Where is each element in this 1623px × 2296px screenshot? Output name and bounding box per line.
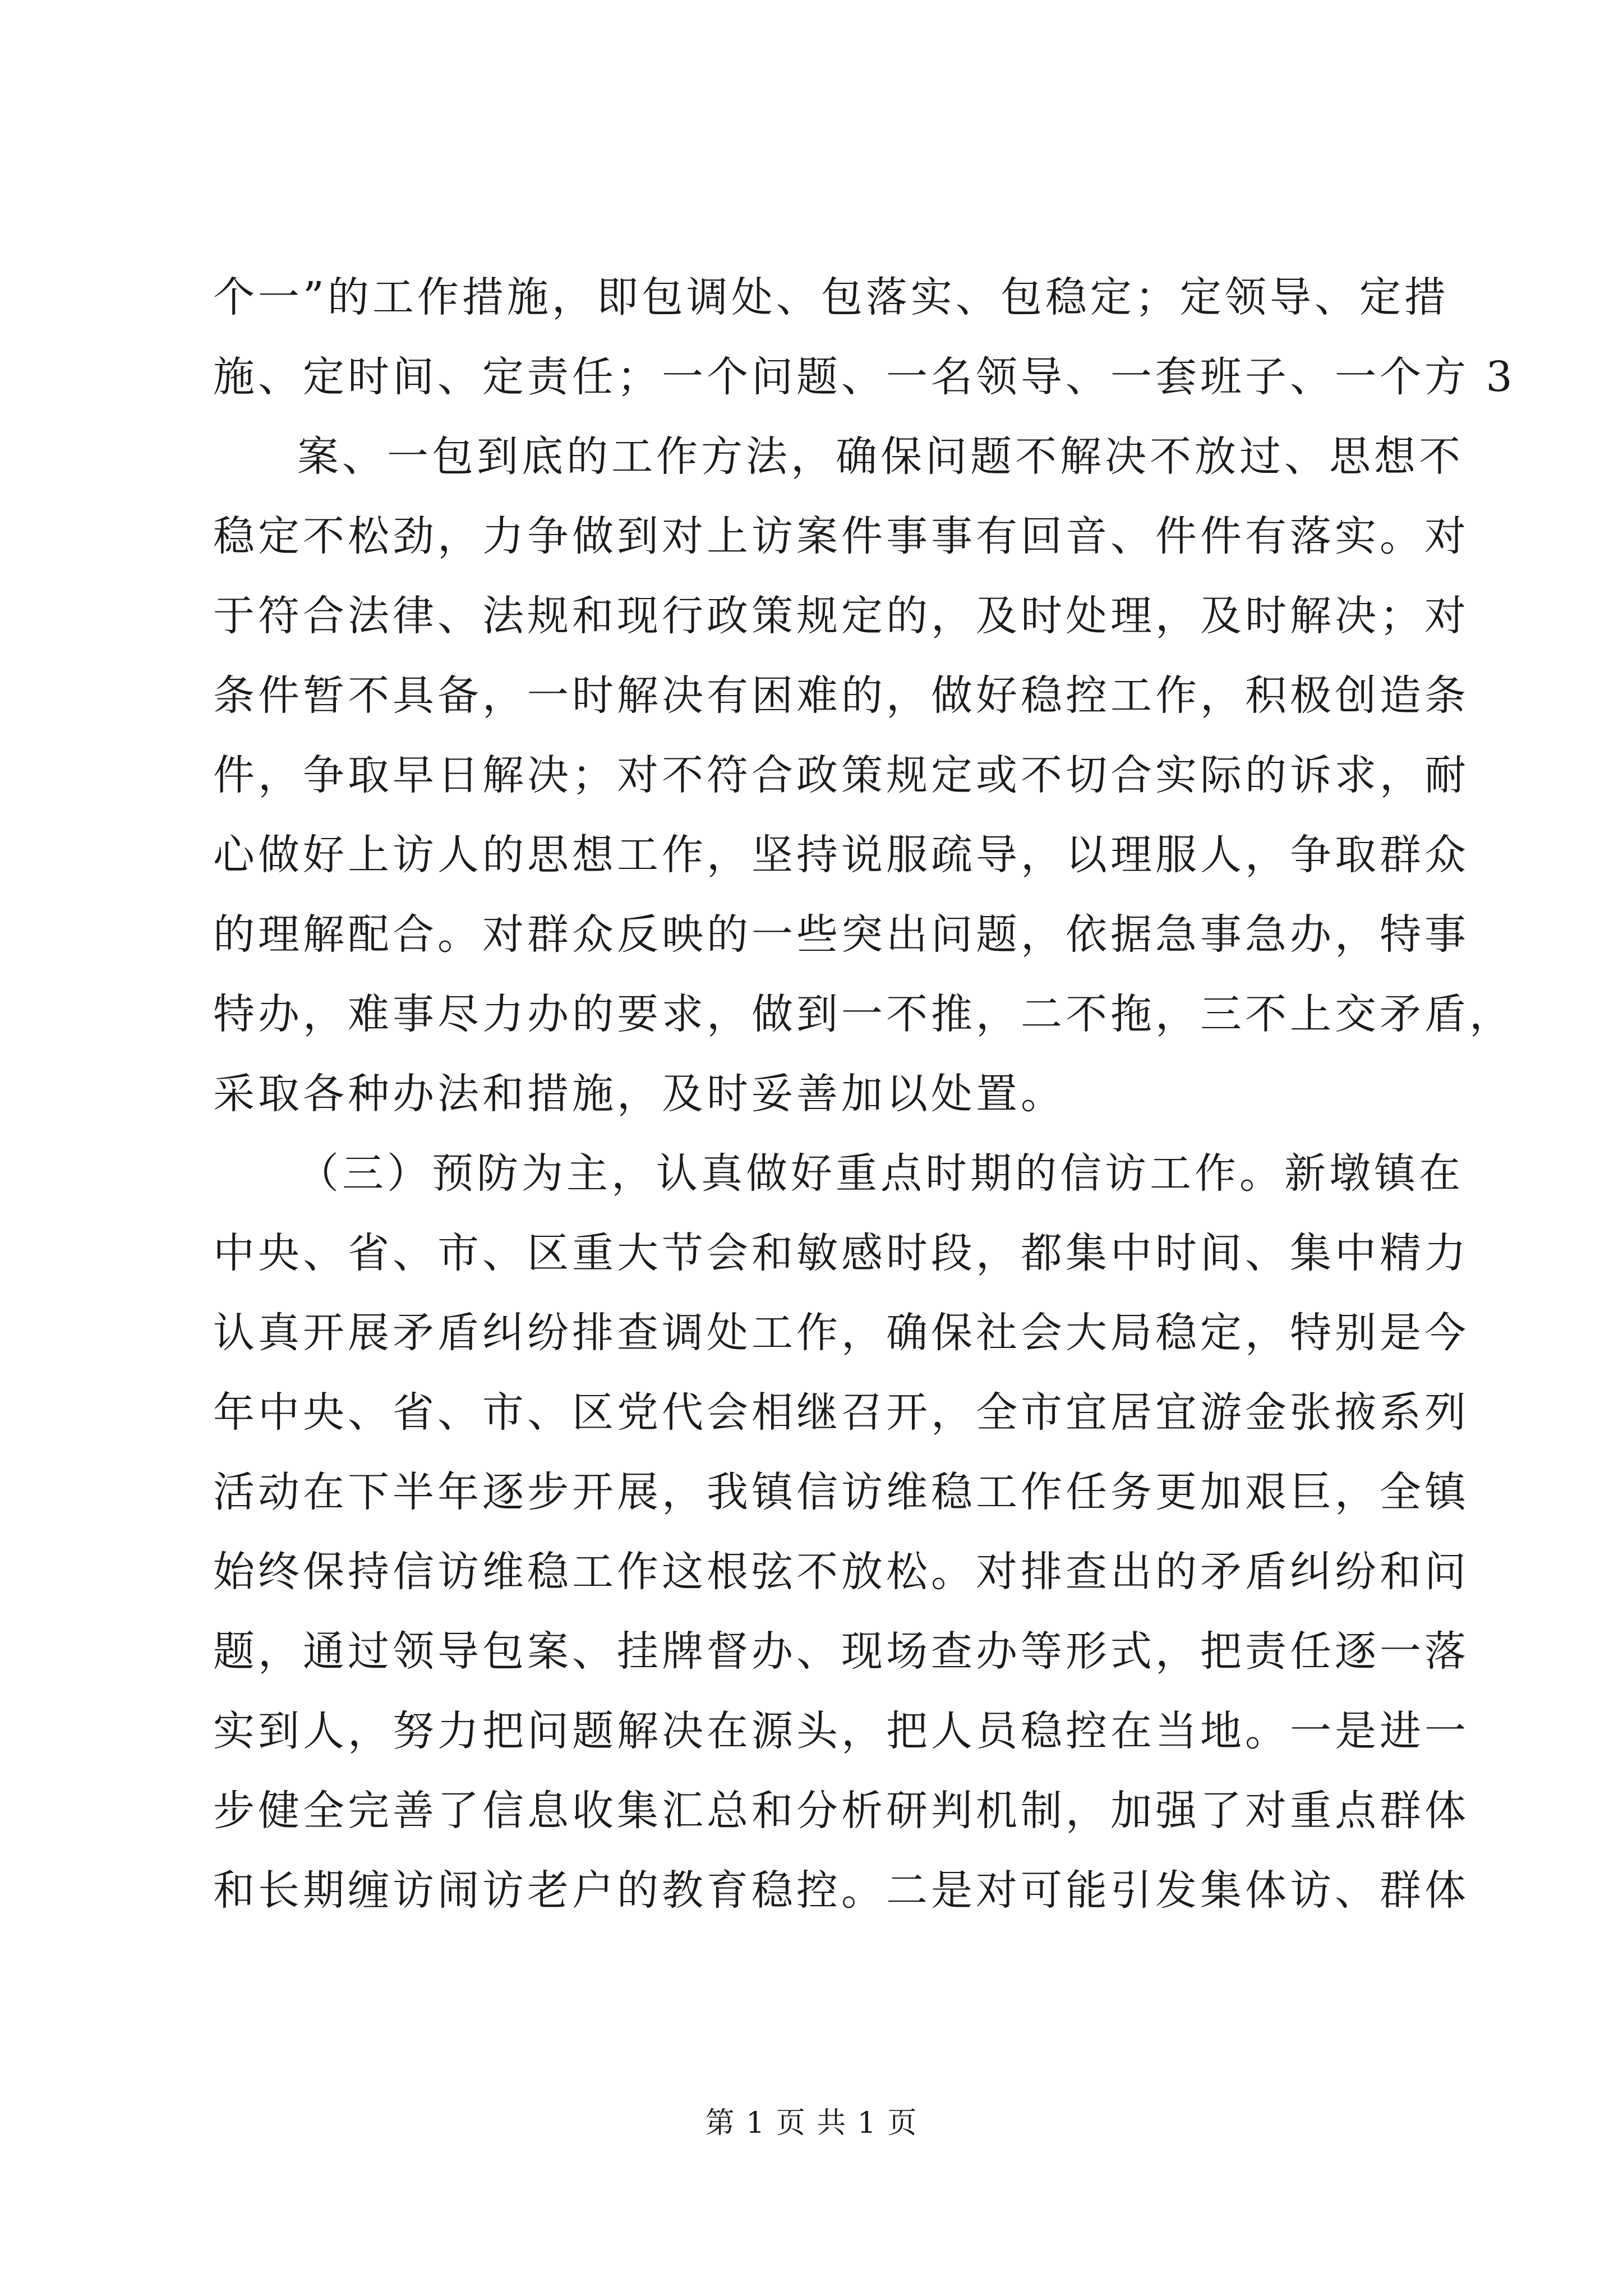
text-line: 认真开展矛盾纠纷排查调处工作，确保社会大局稳定，特别是今 — [213, 1309, 1469, 1357]
text-line: 题，通过领导包案、挂牌督办、现场查办等形式，把责任逐一落 — [213, 1627, 1469, 1676]
text-line: 个一”的工作措施，即包调处、包落实、包稳定；定领导、定措 — [213, 273, 1449, 321]
text-line: 步健全完善了信息收集汇总和分析研判机制，加强了对重点群体 — [213, 1787, 1469, 1835]
text-line: 施、定时间、定责任；一个问题、一名领导、一套班子、一个方 3 — [213, 353, 1516, 401]
text-line: 于符合法律、法规和现行政策规定的，及时处理，及时解决；对 — [213, 592, 1469, 640]
text-line: 案、一包到底的工作方法，确保问题不解决不放过、思想不 — [297, 432, 1464, 481]
page-number-footer: 第 1 页 共 1 页 — [705, 2106, 918, 2140]
text-line: 实到人，努力把问题解决在源头，把人员稳控在当地。一是进一 — [213, 1707, 1469, 1755]
text-line: （三）预防为主，认真做好重点时期的信访工作。新墩镇在 — [297, 1149, 1464, 1198]
text-line: 心做好上访人的思想工作，坚持说服疏导，以理服人，争取群众 — [213, 831, 1469, 879]
text-line: 始终保持信访维稳工作这根弦不放松。对排查出的矛盾纠纷和问 — [213, 1548, 1469, 1596]
text-line: 和长期缠访闹访老户的教育稳控。二是对可能引发集体访、群体 — [213, 1866, 1469, 1915]
text-line: 稳定不松劲，力争做到对上访案件事事有回音、件件有落实。对 — [213, 512, 1469, 560]
text-line: 活动在下半年逐步开展，我镇信访维稳工作任务更加艰巨，全镇 — [213, 1468, 1469, 1516]
text-line: 特办，难事尽力办的要求，做到一不推，二不拖，三不上交矛盾， — [213, 990, 1514, 1038]
text-line: 采取各种办法和措施，及时妥善加以处置。 — [213, 1070, 1066, 1118]
text-line: 件，争取早日解决；对不符合政策规定或不切合实际的诉求，耐 — [213, 751, 1469, 799]
text-line: 年中央、省、市、区党代会相继召开，全市宜居宜游金张掖系列 — [213, 1388, 1469, 1437]
text-line: 的理解配合。对群众反映的一些突出问题，依据急事急办，特事 — [213, 910, 1469, 959]
text-line: 中央、省、市、区重大节会和敏感时段，都集中时间、集中精力 — [213, 1229, 1469, 1277]
text-line: 条件暂不具备，一时解决有困难的，做好稳控工作，积极创造条 — [213, 671, 1469, 720]
